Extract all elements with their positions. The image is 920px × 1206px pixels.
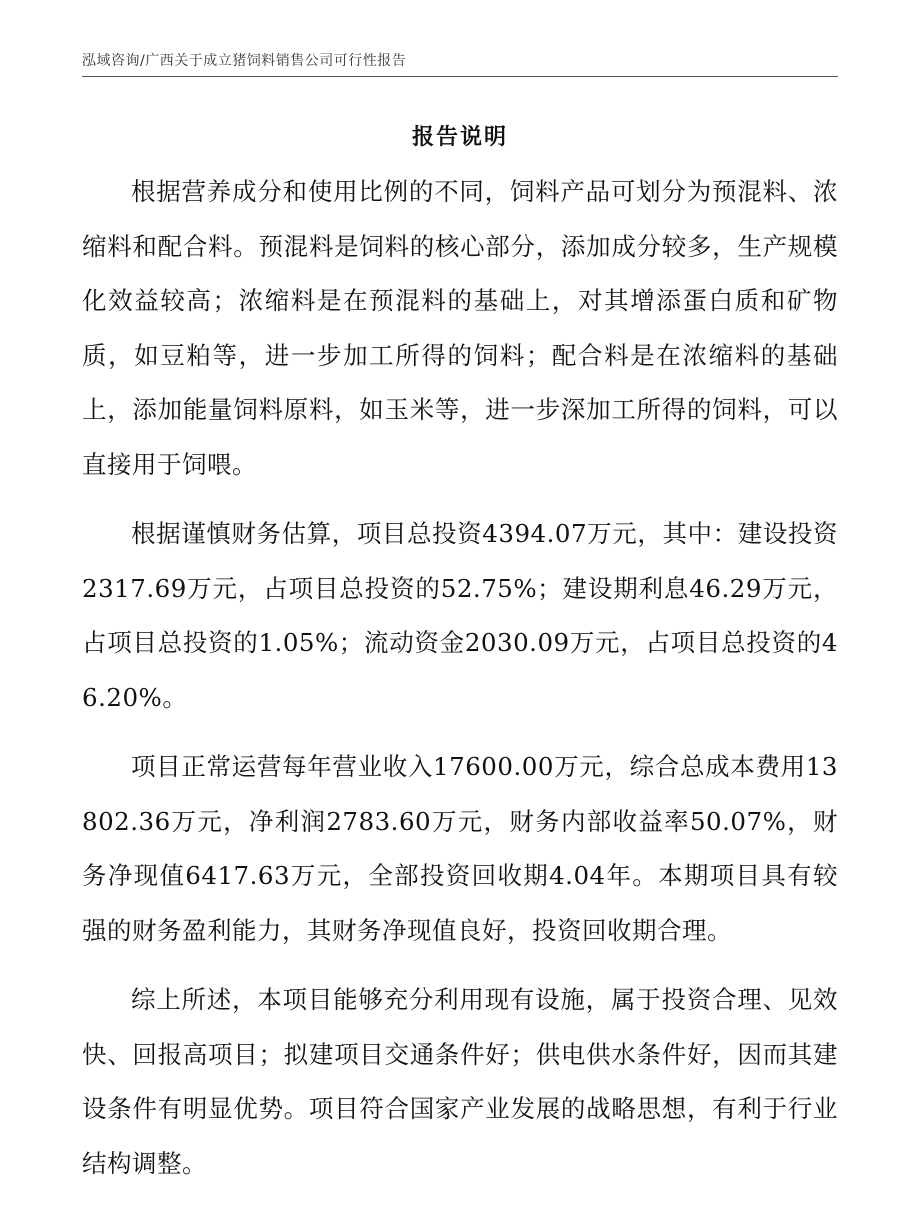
paragraph-investment: 根据谨慎财务估算，项目总投资4394.07万元，其中：建设投资2317.69万元，占项目总投资的52.75%；建设期利息46.29万元，占项目总投资的1.05%；流动资金2030.09万元，占项目总投资的46.20%。 bbox=[82, 519, 838, 712]
paragraph-conclusion: 综上所述，本项目能够充分利用现有设施，属于投资合理、见效快、回报高项目；拟建项目交通条件好；供电供水条件好，因而其建设条件有明显优势。项目符合国家产业发展的战略思想，有利于行业结构调整。 bbox=[82, 985, 838, 1178]
report-body bbox=[82, 165, 838, 1206]
running-header: 泓域咨询/广西关于成立猪饲料销售公司可行性报告 bbox=[82, 53, 407, 69]
document-title: 报告说明 bbox=[411, 125, 508, 150]
paragraph-financials: 项目正常运营每年营业收入17600.00万元，综合总成本费用13802.36万元，净利润2783.60万元，财务内部收益率50.07%，财务净现值6417.63万元，全部投资回收期4.04年。本期项目具有较强的财务盈利能力，其财务净现值良好，投资回收期合理。 bbox=[82, 752, 838, 945]
paragraph-feed-types: 根据营养成分和使用比例的不同，饲料产品可划分为预混料、浓缩料和配合料。预混料是饲料的核心部分，添加成分较多，生产规模化效益较高；浓缩料是在预混料的基础上，对其增添蛋白质和矿物质，如豆粕等，进一步加工所得的饲料；配合料是在浓缩料的基础上，添加能量饲料原料，如玉米等，进一步深加工所得的饲料，可以直接用于饲喂。 bbox=[82, 177, 838, 479]
header-divider bbox=[82, 76, 838, 77]
